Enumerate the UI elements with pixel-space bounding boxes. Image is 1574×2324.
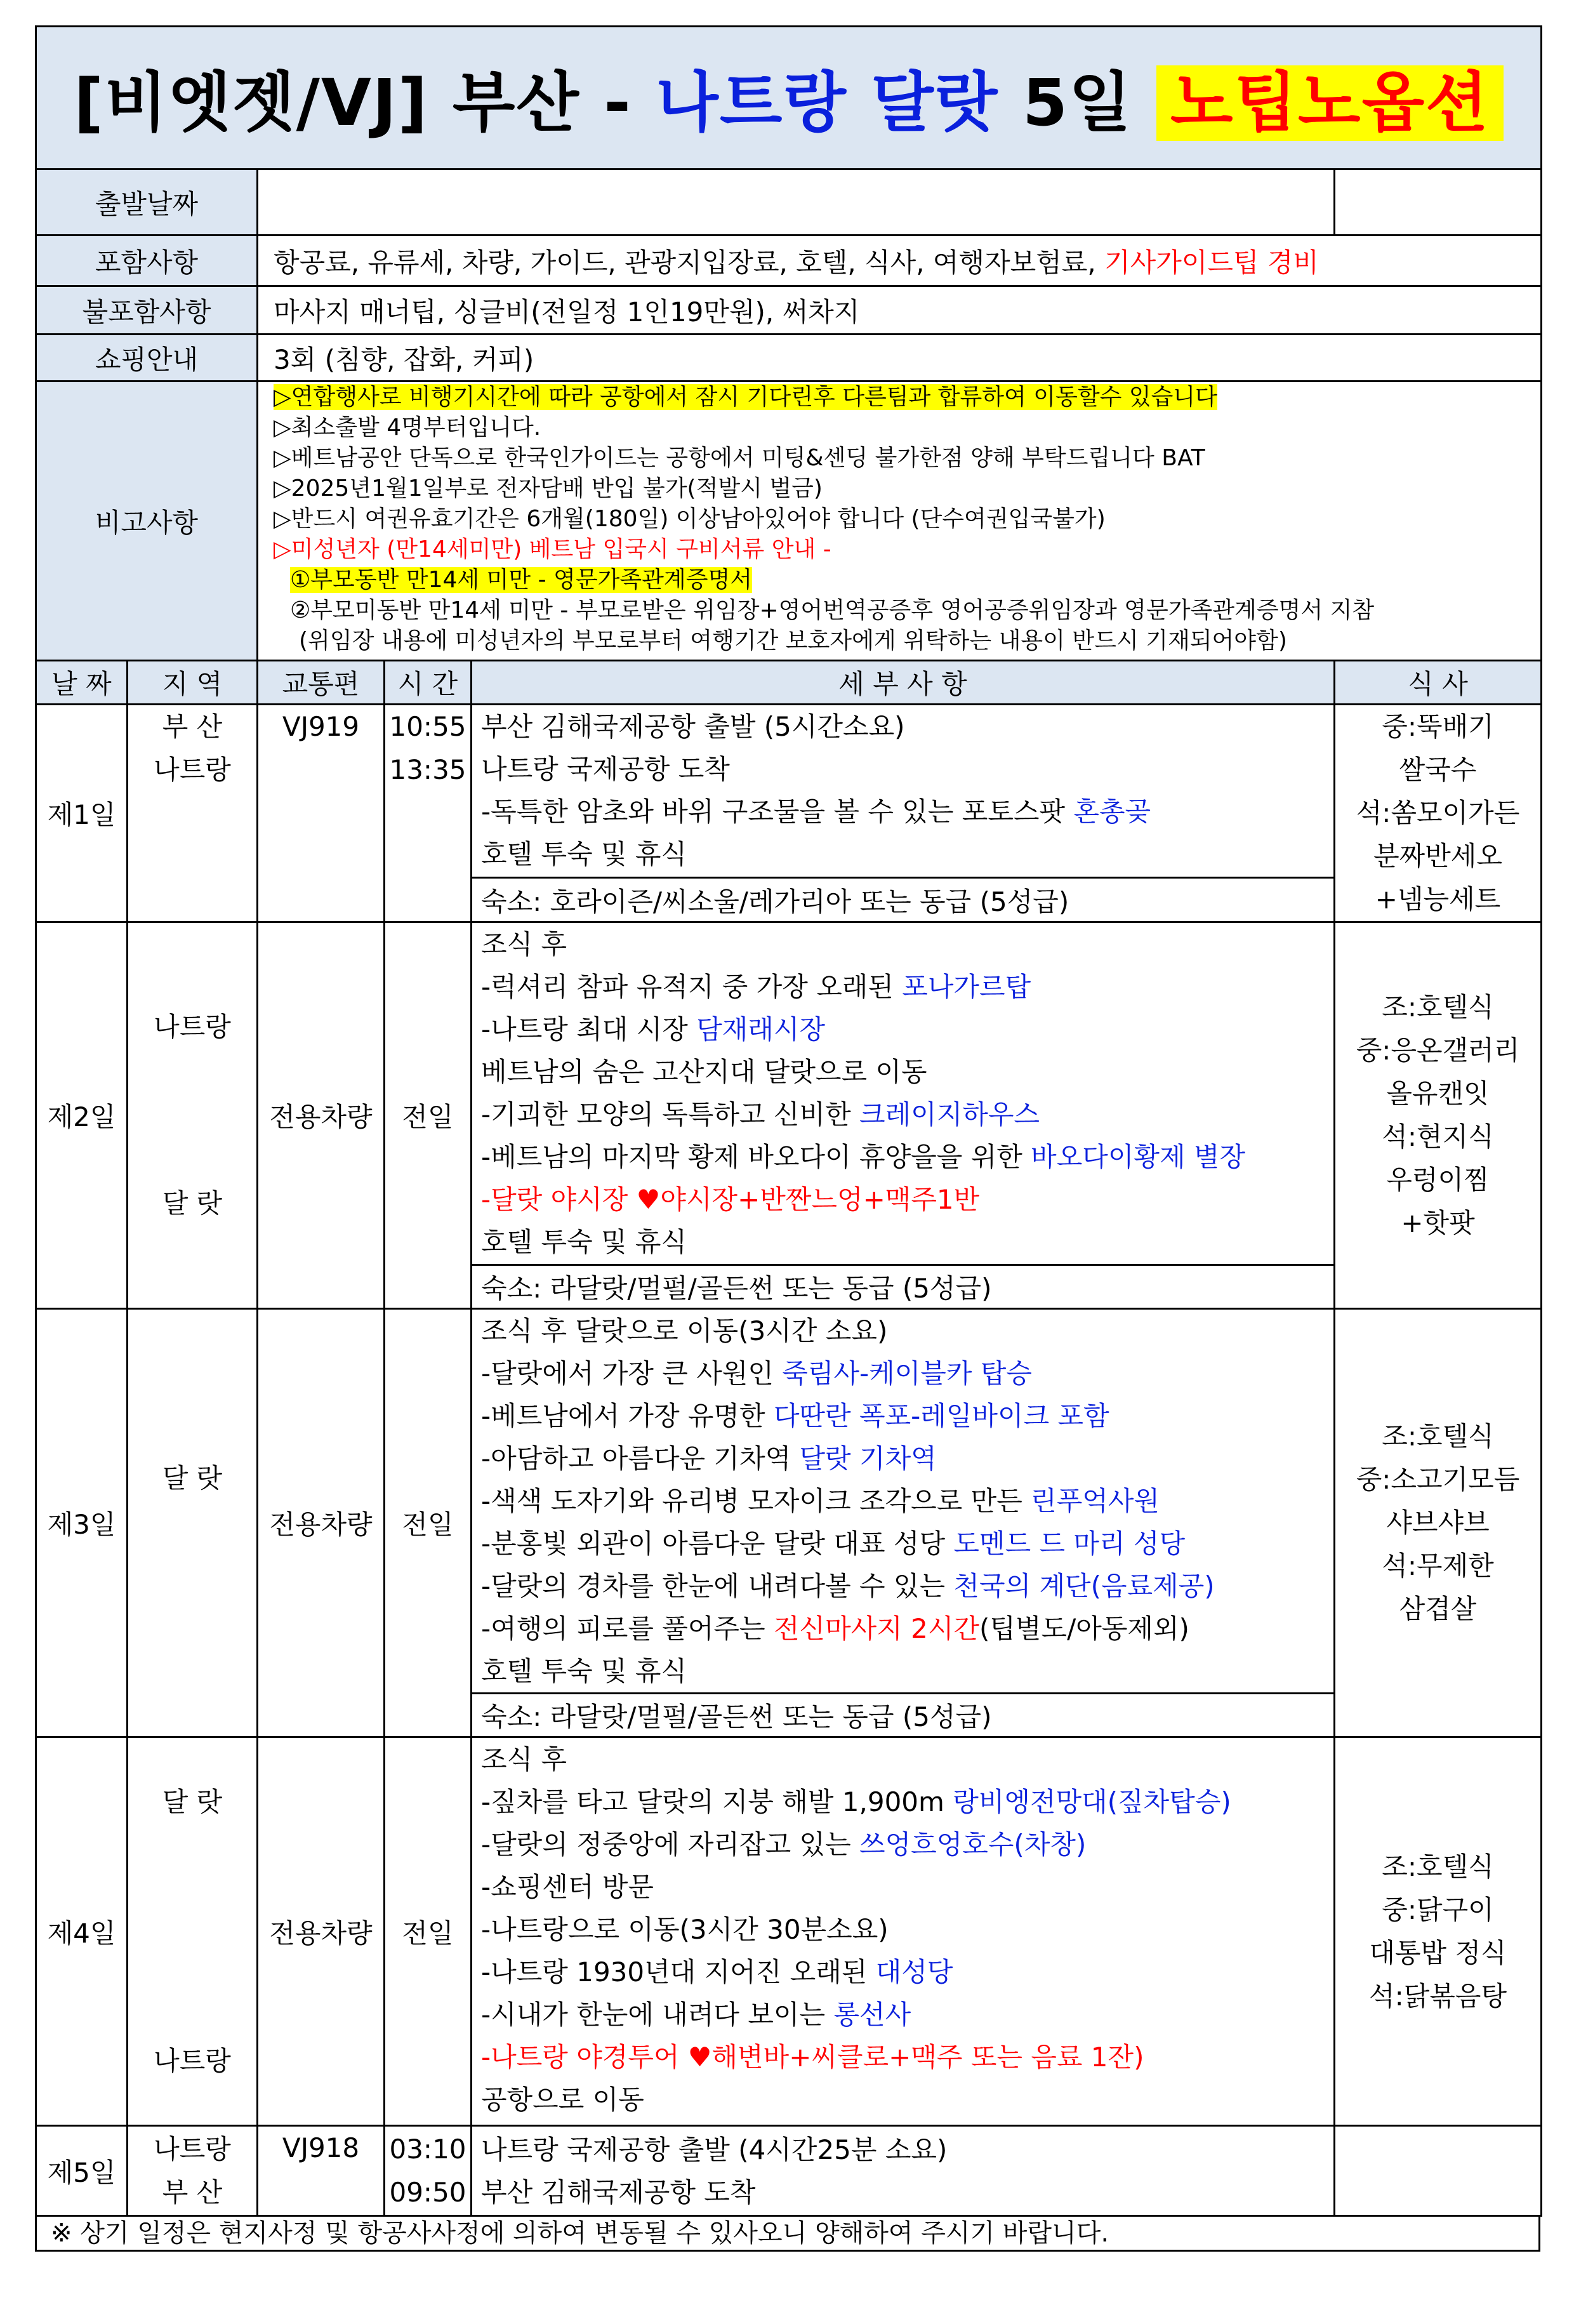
lodging-line: 숙소: 라달랏/멀펄/골든썬 또는 동급 (5성급) [472, 1694, 1335, 1737]
shopping-label: 쇼핑안내 [36, 335, 258, 382]
detail-highlight: 천국의 계단(음료제공) [953, 1570, 1215, 1602]
header-transport: 교통편 [258, 661, 385, 705]
meal-line: 조:호텔식 [1382, 992, 1494, 1023]
detail-text: -아담하고 아름다운 기차역 [481, 1443, 800, 1474]
meal-line: 조:호텔식 [1382, 1850, 1494, 1882]
meal-line: 중:소고기모듬 [1356, 1464, 1520, 1495]
detail-text: -기괴한 모양의 독특하고 신비한 [481, 1099, 859, 1130]
meal-line: 조:호텔식 [1382, 1421, 1494, 1452]
departure-label: 출발날짜 [36, 169, 258, 236]
detail-text: -나트랑 1930년대 지어진 오래된 [481, 1956, 876, 1988]
day-regions [128, 1737, 258, 2126]
detail-line: 부산 김해국제공항 도착 [481, 2176, 756, 2208]
region-name: 달 랏 [162, 1463, 223, 1494]
meal-line: 올유캔잇 [1386, 1078, 1490, 1109]
day-times [385, 705, 472, 922]
detail-line: 나트랑 국제공항 도착 [481, 754, 730, 785]
day-label: 제4일 [36, 1737, 128, 2126]
day-details [472, 922, 1335, 1265]
detail-line [481, 1565, 1333, 1607]
detail-line [481, 1136, 1333, 1178]
header-region: 지 역 [128, 661, 258, 705]
detail-text: -나트랑 최대 시장 [481, 1014, 697, 1045]
detail-highlight: 크레이지하우스 [859, 1099, 1040, 1130]
transport-value: 전용차량 [258, 922, 385, 1309]
detail-line [481, 1823, 1333, 1866]
excluded-label: 불포함사항 [36, 286, 258, 335]
title-prefix: [비엣젯/VJ] 부산 - [74, 65, 656, 141]
day-label: 제1일 [36, 705, 128, 922]
region-name: 나트랑 [154, 1011, 231, 1042]
meal-line: 중:응온갤러리 [1356, 1035, 1520, 1066]
detail-line [481, 1437, 1333, 1480]
detail-highlight: 린푸억사원 [1031, 1485, 1160, 1517]
day-meals [1335, 705, 1542, 922]
detail-line [481, 1522, 1333, 1565]
time-value: 13:35 [389, 754, 466, 785]
region-name: 달 랏 [162, 1188, 223, 1219]
day-regions [128, 705, 258, 922]
detail-line: 호텔 투숙 및 휴식 [481, 1226, 687, 1258]
region-name: 부 산 [162, 2176, 223, 2208]
day-label: 제5일 [36, 2126, 128, 2216]
detail-line [481, 1951, 1333, 1993]
header-detail: 세 부 사 항 [472, 661, 1335, 705]
day-row [36, 705, 1542, 878]
time-value: 전일 [385, 1737, 472, 2126]
detail-highlight: 전신마사지 2시간 [773, 1613, 980, 1644]
detail-highlight: 바오다이황제 별장 [1031, 1141, 1246, 1172]
day-details [472, 1737, 1335, 2126]
detail-line [481, 966, 1333, 1008]
meal-line: 대통밥 정식 [1369, 1937, 1507, 1969]
detail-line [481, 1352, 1333, 1395]
detail-text: -달랏의 경차를 한눈에 내려다볼 수 있는 [481, 1570, 954, 1602]
title-duration: 5일 [998, 65, 1156, 141]
title-destination: 나트랑 달랏 [656, 65, 999, 141]
day-meals [1335, 922, 1542, 1309]
detail-highlight: 랑비엥전망대(짚차탑승) [953, 1786, 1231, 1817]
time-value: 전일 [385, 1309, 472, 1737]
detail-line [481, 1395, 1333, 1437]
day-meals [1335, 1737, 1542, 2126]
detail-text: -여행의 피로를 풀어주는 [481, 1613, 774, 1644]
detail-line: -나트랑으로 이동(3시간 30분소요) [481, 1914, 889, 1945]
detail-line: 조식 후 달랏으로 이동(3시간 소요) [481, 1315, 888, 1346]
remark-line: ▷연합행사로 비행기시간에 따라 공항에서 잠시 기다린후 다른팀과 합류하여 이동할수 있습니다 [274, 384, 1217, 410]
region-name: 나트랑 [154, 2133, 231, 2165]
transport-value: 전용차량 [258, 1737, 385, 2126]
detail-highlight: 대성당 [875, 1956, 953, 1988]
detail-text: -짚차를 타고 달랏의 지붕 해발 1,900m [481, 1786, 953, 1817]
detail-highlight: 포나가르탑 [902, 971, 1031, 1002]
included-label: 포함사항 [36, 236, 258, 286]
transport-value: VJ919 [282, 711, 360, 742]
schedule-header [36, 661, 1542, 705]
day-row [36, 922, 1542, 1265]
lodging-line: 숙소: 호라이즌/씨소울/레가리아 또는 동급 (5성급) [472, 878, 1335, 922]
day-details [472, 705, 1335, 878]
included-text: 항공료, 유류세, 차량, 가이드, 관광지입장료, 호텔, 식사, 여행자보험료, [274, 246, 1105, 278]
remark-line: ▷반드시 여권유효기간은 6개월(180일) 이상남아있어야 합니다 (단수여권입국불가) [274, 506, 1106, 532]
region-name: 부 산 [162, 711, 223, 742]
region-name: 나트랑 [154, 754, 231, 785]
transport-value: VJ918 [282, 2132, 360, 2163]
remark-line: ▷미성년자 (만14세미만) 베트남 입국시 구비서류 안내 - [274, 536, 831, 562]
time-value: 03:10 [389, 2133, 466, 2165]
detail-highlight: 도멘드 드 마리 성당 [953, 1528, 1186, 1559]
page-title [74, 65, 1503, 141]
detail-line [481, 1480, 1333, 1522]
detail-text: -분홍빛 외관이 아름다운 달랏 대표 성당 [481, 1528, 954, 1559]
detail-line: 공항으로 이동 [481, 2084, 644, 2115]
meal-line: +넴능세트 [1375, 884, 1501, 915]
meal-line: 중:뚝배기 [1382, 711, 1494, 742]
day-meals [1335, 2126, 1542, 2216]
header-meal: 식 사 [1335, 661, 1542, 705]
day-row [36, 2126, 1542, 2216]
included-red-text: 기사가이드팁 경비 [1104, 246, 1319, 278]
detail-text: -럭셔리 참파 유적지 중 가장 오래된 [481, 971, 903, 1002]
meal-line: 중:닭구이 [1382, 1894, 1494, 1925]
day-label: 제2일 [36, 922, 128, 1309]
detail-line [481, 1008, 1333, 1051]
day-details [472, 2126, 1335, 2216]
detail-line [481, 790, 1333, 833]
meal-line: 삼겹살 [1399, 1593, 1477, 1624]
departure-date-field[interactable] [258, 169, 1335, 236]
remarks-block [258, 382, 1542, 661]
meal-line: 석:무제한 [1382, 1550, 1494, 1581]
detail-highlight: 혼총곶 [1073, 796, 1151, 827]
detail-highlight: 담재래시장 [696, 1014, 826, 1045]
footer-note: ※ 상기 일정은 현지사정 및 항공사사정에 의하여 변동될 수 있사오니 양해하여 주시기 바랍니다. [35, 2217, 1540, 2252]
header-date: 날 짜 [36, 661, 128, 705]
time-value: 09:50 [389, 2176, 466, 2208]
time-value: 전일 [385, 922, 472, 1309]
meal-line: 우렁이찜 [1386, 1164, 1490, 1195]
remark-line: (위임장 내용에 미성년자의 부모로부터 여행기간 보호자에게 위탁하는 내용이 반드시 기재되어야함) [299, 628, 1287, 654]
detail-highlight: 달랏 기차역 [799, 1443, 937, 1474]
detail-line: -쇼핑센터 방문 [481, 1871, 654, 1902]
meal-line: 석:쏨모이가든 [1356, 797, 1520, 828]
detail-text: -색색 도자기와 유리병 모자이크 조각으로 만든 [481, 1485, 1031, 1517]
meal-line: +핫팟 [1401, 1207, 1475, 1238]
included-value [258, 236, 1542, 286]
detail-line: 조식 후 [481, 1744, 567, 1775]
day-meals [1335, 1309, 1542, 1737]
detail-text: -베트남의 마지막 황제 바오다이 휴양을을 위한 [481, 1141, 1031, 1172]
detail-line: 베트남의 숨은 고산지대 달랏으로 이동 [481, 1056, 927, 1087]
excluded-value: 마사지 매너팁, 싱글비(전일정 1인19만원), 써차지 [258, 286, 1542, 335]
meal-line: 석:현지식 [1382, 1121, 1494, 1152]
remark-line: ②부모미동반 만14세 미만 - 부모로받은 위임장+영어번역공증후 영어공증위임장과 영문가족관계증명서 지참 [290, 597, 1375, 623]
remarks-label: 비고사항 [36, 382, 258, 661]
detail-line: -달랏 야시장 ♥야시장+반짠느엉+맥주1반 [481, 1184, 980, 1215]
detail-line: 호텔 투숙 및 휴식 [481, 1656, 687, 1687]
detail-highlight: 쓰엉흐엉호수(차창) [859, 1829, 1087, 1860]
remark-line: ▷베트남공안 단독으로 한국인가이드는 공항에서 미팅&센딩 불가한점 양해 부탁드립니다 BAT [274, 445, 1205, 471]
day-regions [128, 2126, 258, 2216]
detail-line: 호텔 투숙 및 휴식 [481, 839, 687, 870]
detail-text: -베트남에서 가장 유명한 [481, 1400, 774, 1431]
detail-line: 조식 후 [481, 929, 567, 960]
detail-text: -독특한 암초와 바위 구조물을 볼 수 있는 포토스팟 [481, 796, 1074, 827]
meal-line: 분짜반세오 [1373, 840, 1502, 872]
detail-text: -달랏의 정중앙에 자리잡고 있는 [481, 1829, 859, 1860]
meal-line: 석:닭볶음탕 [1369, 1980, 1507, 2012]
title-banner [36, 27, 1542, 169]
detail-line: -나트랑 야경투어 ♥해변바+씨클로+맥주 또는 음료 1잔) [481, 2042, 1144, 2073]
day-transport [258, 705, 385, 922]
detail-line [481, 1781, 1333, 1823]
detail-text: -달랏에서 가장 큰 사원인 [481, 1358, 783, 1389]
detail-text: -시내가 한눈에 내려다 보이는 [481, 1999, 834, 2030]
region-name: 나트랑 [154, 2045, 231, 2076]
day-row [36, 1309, 1542, 1694]
meal-line: 쌀국수 [1399, 754, 1477, 785]
remark-line: ▷최소출발 4명부터입니다. [274, 415, 541, 441]
detail-line: 부산 김해국제공항 출발 (5시간소요) [481, 711, 905, 742]
transport-value: 전용차량 [258, 1309, 385, 1737]
meal-line: 샤브샤브 [1386, 1507, 1490, 1538]
time-value: 10:55 [389, 711, 466, 742]
remark-line: ①부모동반 만14세 미만 - 영문가족관계증명서 [290, 567, 753, 593]
detail-line [481, 1093, 1333, 1136]
detail-highlight: 다딴란 폭포-레일바이크 포함 [773, 1400, 1109, 1431]
detail-highlight: 죽림사-케이블카 탑승 [782, 1358, 1032, 1389]
detail-text: (팁별도/아동제외) [979, 1613, 1189, 1644]
region-name: 달 랏 [162, 1786, 223, 1817]
remark-line: ▷2025년1월1일부로 전자담배 반입 불가(적발시 벌금) [274, 475, 823, 501]
day-label: 제3일 [36, 1309, 128, 1737]
lodging-line: 숙소: 라달랏/멀펄/골든썬 또는 동급 (5성급) [472, 1265, 1335, 1309]
day-regions [128, 1309, 258, 1737]
itinerary-table [35, 25, 1542, 2217]
shopping-value: 3회 (침향, 잡화, 커피) [258, 335, 1542, 382]
detail-line [481, 1607, 1333, 1650]
detail-line: 나트랑 국제공항 출발 (4시간25분 소요) [481, 2134, 948, 2165]
departure-extra-field[interactable] [1335, 169, 1542, 236]
day-row [36, 1737, 1542, 2126]
header-time: 시 간 [385, 661, 472, 705]
day-details [472, 1309, 1335, 1694]
day-transport [258, 2126, 385, 2216]
day-regions [128, 922, 258, 1309]
detail-line [481, 1993, 1333, 2036]
detail-highlight: 롱선사 [833, 1999, 911, 2030]
itinerary-sheet [35, 25, 1540, 2252]
day-times [385, 2126, 472, 2216]
title-badge: 노팁노옵션 [1156, 65, 1504, 141]
